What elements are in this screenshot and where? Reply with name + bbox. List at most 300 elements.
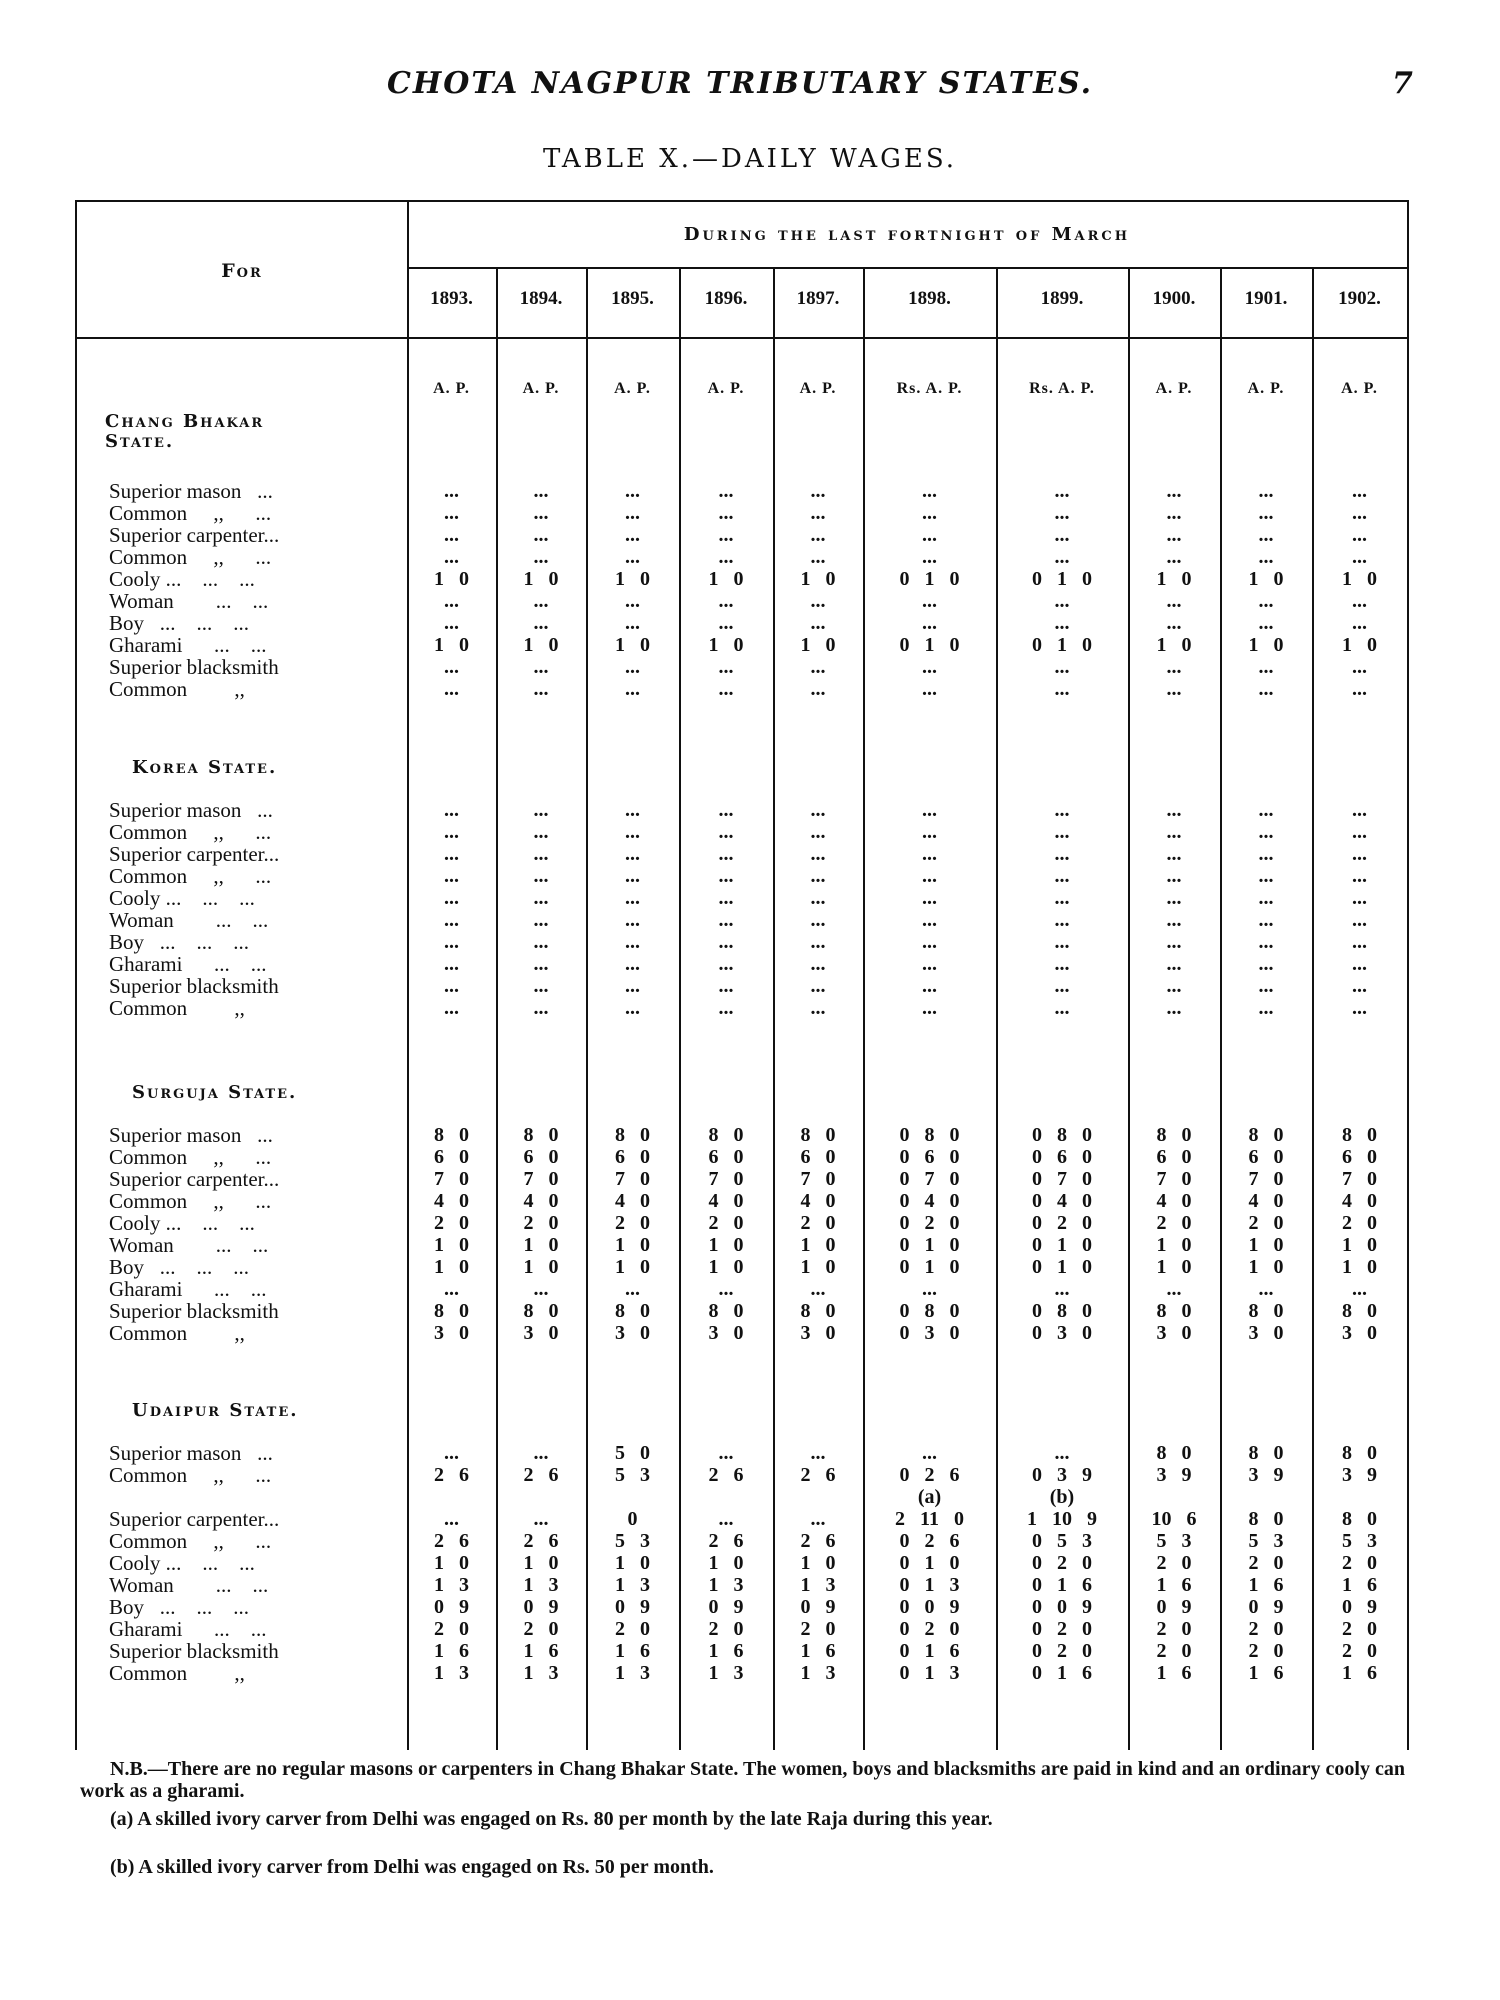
row-label: Superior blacksmith (109, 1299, 279, 1323)
wage-cell: ... (1352, 612, 1367, 634)
wage-cell: ... (922, 997, 937, 1019)
wage-cell: ... (1352, 953, 1367, 975)
wage-cell: ... (1258, 887, 1274, 909)
wage-cell: 6 0 (523, 1146, 559, 1168)
row-label: Boy ... ... ... (109, 930, 250, 954)
wage-cell: ... (810, 997, 826, 1019)
wage-cell: ... (1054, 546, 1070, 568)
wage-cell: 6 0 (1156, 1146, 1192, 1168)
wage-cell: 4 0 (800, 1190, 836, 1212)
wage-cell: 3 0 (1342, 1322, 1377, 1344)
wage-cell: ... (718, 799, 734, 821)
wage-cell: ... (922, 865, 937, 887)
wage-cell: 1 0 (800, 1234, 836, 1256)
unit-header: A. P. (1341, 380, 1378, 397)
wage-cell: ... (1054, 909, 1070, 931)
year-header: 1902. (1338, 288, 1381, 309)
wage-cell: ... (718, 887, 734, 909)
wage-cell: 0 1 0 (899, 1234, 960, 1256)
wage-cell: 0 9 (1156, 1596, 1192, 1618)
year-header: 1895. (611, 288, 654, 309)
header-rule (407, 267, 1407, 269)
wage-cell: 3 0 (615, 1322, 650, 1344)
wage-cell: ... (444, 524, 459, 546)
wage-cell: 2 0 (1156, 1640, 1192, 1662)
wage-cell: 7 0 (523, 1168, 559, 1190)
wage-cell: 0 1 0 (899, 568, 960, 590)
wage-cell: 0 9 (800, 1596, 836, 1618)
wage-cell: 1 0 (615, 1256, 650, 1278)
wage-cell: ... (1352, 678, 1367, 700)
wage-cell: 2 0 (1248, 1618, 1284, 1640)
wage-cell: 8 0 (800, 1300, 836, 1322)
wage-cell: ... (922, 887, 937, 909)
wage-cell: 10 6 (1151, 1508, 1197, 1530)
wage-cell: 0 6 0 (1032, 1146, 1092, 1168)
wage-cell: 5 3 (1342, 1530, 1377, 1552)
wage-cell: 8 0 (523, 1300, 559, 1322)
wage-cell: 0 (627, 1508, 638, 1530)
wage-cell: ... (1166, 887, 1182, 909)
wage-cell: 1 0 (708, 568, 744, 590)
wage-cell: ... (922, 931, 937, 953)
wage-cell: ... (1054, 1442, 1070, 1464)
wage-cell: 3 0 (800, 1322, 836, 1344)
wage-cell: ... (625, 821, 640, 843)
wage-cell: ... (1352, 843, 1367, 865)
wage-cell: 0 8 0 (899, 1300, 960, 1322)
wage-cell: 1 3 (800, 1574, 836, 1596)
wage-cell: ... (1352, 865, 1367, 887)
wage-cell: ... (1054, 975, 1070, 997)
wage-cell: 1 0 (1156, 568, 1192, 590)
wage-cell: ... (1054, 612, 1070, 634)
wage-cell: ... (1054, 502, 1070, 524)
wage-cell: ... (1258, 678, 1274, 700)
wage-cell: 1 0 (615, 1234, 650, 1256)
row-label: Superior carpenter... (109, 1507, 280, 1531)
wage-cell: ... (1352, 502, 1367, 524)
row-label: Woman ... ... (109, 589, 269, 613)
wage-cell: 8 0 (1342, 1124, 1377, 1146)
section-heading: Udaipur State. (132, 1400, 299, 1421)
section-heading: Surguja State. (132, 1082, 298, 1103)
wage-cell: 1 6 (1342, 1574, 1377, 1596)
wage-cell: ... (533, 1508, 549, 1530)
wage-cell: ... (533, 502, 549, 524)
wage-cell: ... (1258, 546, 1274, 568)
wage-cell: 0 2 0 (1032, 1618, 1092, 1640)
row-label: Common ,, (109, 1661, 245, 1685)
wage-cell: ... (810, 502, 826, 524)
wage-cell: ... (1258, 843, 1274, 865)
wage-cell: ... (533, 975, 549, 997)
wage-cell: ... (1054, 524, 1070, 546)
wage-cell: 0 2 0 (1032, 1552, 1092, 1574)
wage-cell: ... (533, 678, 549, 700)
wage-cell: 6 0 (1248, 1146, 1284, 1168)
wage-cell: 2 0 (1248, 1552, 1284, 1574)
row-label: Common ,, ... (109, 545, 272, 569)
wage-cell: ... (533, 931, 549, 953)
wage-cell: 2 6 (434, 1530, 469, 1552)
wage-cell: ... (533, 821, 549, 843)
wage-cell: ... (1054, 931, 1070, 953)
row-label: Superior blacksmith (109, 974, 279, 998)
wage-cell: 1 0 (1248, 1234, 1284, 1256)
header-rule (77, 337, 1407, 339)
wage-cell: 8 0 (1342, 1442, 1377, 1464)
wage-cell: ... (922, 799, 937, 821)
footnote: (a) A skilled ivory carver from Delhi was engaged on Rs. 80 per month by the late Raja during this year. (110, 1808, 993, 1830)
row-label: Superior carpenter... (109, 523, 280, 547)
wage-cell: 2 6 (708, 1464, 744, 1486)
wage-cell: 2 6 (800, 1530, 836, 1552)
row-label: Superior mason ... (109, 798, 273, 822)
wage-cell: ... (1054, 953, 1070, 975)
wage-cell: 1 0 (1156, 1256, 1192, 1278)
wage-cell: ... (718, 931, 734, 953)
wage-cell: 0 0 9 (899, 1596, 960, 1618)
wage-cell: 1 3 (615, 1574, 650, 1596)
wage-cell: 1 6 (800, 1640, 836, 1662)
page-number: 7 (1392, 66, 1413, 101)
wage-cell: 6 0 (800, 1146, 836, 1168)
wage-cell: 8 0 (1156, 1442, 1192, 1464)
wage-cell: 1 6 (1156, 1662, 1192, 1684)
wage-cell: ... (1166, 843, 1182, 865)
wage-cell: 4 0 (1342, 1190, 1377, 1212)
wage-cell: ... (810, 799, 826, 821)
wage-cell: 8 0 (1248, 1442, 1284, 1464)
wage-cell: 3 9 (1156, 1464, 1192, 1486)
row-label: Superior mason ... (109, 479, 273, 503)
wage-cell: 0 2 6 (899, 1530, 960, 1552)
section-heading: Chang Bhakar State. (105, 411, 265, 452)
wage-cell: 1 0 (523, 634, 559, 656)
wage-cell: 2 0 (434, 1212, 469, 1234)
wage-cell: ... (533, 953, 549, 975)
wage-cell: ... (1352, 799, 1367, 821)
wage-cell: ... (718, 1442, 734, 1464)
wage-cell: 1 0 (1156, 1234, 1192, 1256)
wage-cell: ... (625, 909, 640, 931)
wage-cell: 2 0 (1342, 1212, 1377, 1234)
wage-cell: 5 3 (1248, 1530, 1284, 1552)
wage-cell: ... (1258, 612, 1274, 634)
wage-cell: 3 9 (1248, 1464, 1284, 1486)
wage-cell: ... (533, 887, 549, 909)
wage-cell: 0 7 0 (899, 1168, 960, 1190)
wage-cell: ... (1258, 656, 1274, 678)
section-heading: Korea State. (132, 757, 278, 778)
wage-cell: 0 3 0 (1032, 1322, 1092, 1344)
wage-cell: 1 0 (1156, 634, 1192, 656)
wage-cell: ... (922, 502, 937, 524)
wage-cell: ... (533, 546, 549, 568)
wage-cell: 2 0 (1342, 1552, 1377, 1574)
wage-cell: ... (810, 1278, 826, 1300)
wage-cell: 0 9 (434, 1596, 469, 1618)
wage-cell: 1 0 (523, 1552, 559, 1574)
wage-cell: ... (1352, 931, 1367, 953)
wage-cell: ... (444, 1442, 459, 1464)
wage-cell: 0 1 0 (1032, 568, 1092, 590)
wage-cell: ... (718, 821, 734, 843)
wage-cell: 1 6 (1248, 1574, 1284, 1596)
wage-cell: 1 6 (434, 1640, 469, 1662)
wage-cell: 6 0 (615, 1146, 650, 1168)
wage-cell: ... (922, 821, 937, 843)
wage-cell: ... (810, 865, 826, 887)
wage-cell: ... (922, 480, 937, 502)
wage-cell: 0 2 6 (899, 1464, 960, 1486)
wage-cell: 1 0 (434, 1234, 469, 1256)
wage-cell: 3 0 (1156, 1322, 1192, 1344)
wage-cell: 1 0 (1342, 1234, 1377, 1256)
unit-header: A. P. (707, 380, 745, 397)
wage-cell: 1 0 (615, 568, 650, 590)
wage-cell: 4 0 (615, 1190, 650, 1212)
wage-cell: ... (718, 480, 734, 502)
wage-cell: ... (1352, 590, 1367, 612)
wage-cell: 0 1 0 (899, 1552, 960, 1574)
wage-cell: 2 0 (1156, 1212, 1192, 1234)
wage-cell: 1 0 (708, 1552, 744, 1574)
wage-cell: 1 0 (800, 568, 836, 590)
wage-cell: 2 0 (1342, 1618, 1377, 1640)
running-title: CHOTA NAGPUR TRIBUTARY STATES. (386, 66, 1094, 101)
year-header: 1893. (430, 288, 473, 309)
row-label: Cooly ... ... ... (109, 1211, 255, 1235)
unit-header: A. P. (433, 380, 470, 397)
wage-cell: ... (533, 843, 549, 865)
wage-cell: 2 6 (523, 1530, 559, 1552)
wage-cell: ... (922, 1442, 937, 1464)
wage-cell: ... (718, 1508, 734, 1530)
year-header: 1896. (704, 288, 748, 309)
wage-cell: 1 6 (708, 1640, 744, 1662)
wage-cell: ... (810, 612, 826, 634)
wage-cell: ... (444, 1508, 459, 1530)
wage-cell: ... (718, 1278, 734, 1300)
wage-cell: ... (718, 612, 734, 634)
wage-cell: 4 0 (708, 1190, 744, 1212)
wage-cell: 2 6 (800, 1464, 836, 1486)
wage-cell: 5 3 (615, 1464, 650, 1486)
wage-cell: ... (1352, 821, 1367, 843)
row-label: Common ,, ... (109, 820, 272, 844)
wage-cell: ... (1166, 931, 1182, 953)
wage-cell: ... (1166, 546, 1182, 568)
wage-cell: 0 3 9 (1032, 1464, 1092, 1486)
wage-cell: 0 2 0 (899, 1212, 960, 1234)
wage-cell: ... (922, 612, 937, 634)
wage-cell: 6 0 (434, 1146, 469, 1168)
wage-cell: 0 9 (1342, 1596, 1377, 1618)
wage-cell: 1 0 (800, 1552, 836, 1574)
wage-cell: ... (625, 931, 640, 953)
wage-cell: ... (810, 1508, 826, 1530)
wage-cell: ... (718, 656, 734, 678)
wage-cell: 8 0 (1342, 1508, 1377, 1530)
wage-cell: ... (444, 546, 459, 568)
wage-cell: ... (1166, 1278, 1182, 1300)
wage-cell: 7 0 (1248, 1168, 1284, 1190)
row-label: Superior mason ... (109, 1441, 273, 1465)
wage-cell: 1 0 (800, 1256, 836, 1278)
wage-cell: 6 0 (708, 1146, 744, 1168)
wage-cell: ... (444, 953, 459, 975)
wage-cell: ... (625, 656, 640, 678)
wage-cell: 3 9 (1342, 1464, 1377, 1486)
unit-header: A. P. (1247, 380, 1285, 397)
wage-cell: 1 3 (434, 1574, 469, 1596)
wage-cell: ... (1054, 887, 1070, 909)
wage-cell: 0 2 0 (899, 1618, 960, 1640)
year-header: 1894. (519, 288, 563, 309)
wage-cell: ... (444, 931, 459, 953)
wage-cell: ... (718, 590, 734, 612)
wage-cell: ... (444, 480, 459, 502)
wage-cell: 0 1 6 (899, 1640, 960, 1662)
wage-cell: ... (810, 656, 826, 678)
wage-cell: ... (533, 656, 549, 678)
wage-cell: 4 0 (523, 1190, 559, 1212)
row-label: Superior blacksmith (109, 655, 279, 679)
wage-cell: 2 0 (523, 1618, 559, 1640)
row-label: Common ,, ... (109, 1529, 272, 1553)
wage-cell: 8 0 (434, 1300, 469, 1322)
wage-cell: ... (1258, 799, 1274, 821)
wage-cell: 0 7 0 (1032, 1168, 1092, 1190)
unit-header: Rs. A. P. (1029, 380, 1095, 397)
wage-cell: ... (1166, 480, 1182, 502)
row-label: Superior blacksmith (109, 1639, 279, 1663)
wage-cell: ... (1258, 524, 1274, 546)
wage-cell: 1 3 (800, 1662, 836, 1684)
wage-cell: 0 9 (523, 1596, 559, 1618)
wage-cell: ... (718, 678, 734, 700)
wage-cell: ... (1166, 502, 1182, 524)
wage-cell: ... (810, 953, 826, 975)
wage-cell: 1 6 (1248, 1662, 1284, 1684)
wage-cell: 3 0 (523, 1322, 559, 1344)
wage-cell: ... (444, 975, 459, 997)
wage-cell: ... (922, 843, 937, 865)
wage-cell: ... (1258, 590, 1274, 612)
wage-cell: 8 0 (615, 1300, 650, 1322)
wage-cell: ... (1258, 480, 1274, 502)
row-label: Common ,, (109, 1321, 245, 1345)
wage-cell: ... (1166, 678, 1182, 700)
wage-cell: ... (922, 953, 937, 975)
wage-cell: ... (1054, 1278, 1070, 1300)
wage-cell: ... (444, 887, 459, 909)
wage-cell: ... (810, 480, 826, 502)
wage-cell: ... (1352, 887, 1367, 909)
wage-cell: ... (1054, 865, 1070, 887)
wage-cell: ... (1166, 590, 1182, 612)
wage-cell: ... (718, 843, 734, 865)
wage-cell: 2 0 (800, 1212, 836, 1234)
wage-cell: 1 3 (523, 1662, 559, 1684)
wage-cell: ... (444, 590, 459, 612)
wage-cell: ... (625, 480, 640, 502)
wage-cell: 0 2 0 (1032, 1640, 1092, 1662)
wage-cell: ... (533, 524, 549, 546)
row-label: Superior carpenter... (109, 842, 280, 866)
wage-cell: 5 0 (615, 1442, 650, 1464)
wage-cell: ... (718, 975, 734, 997)
wage-cell: ... (1352, 997, 1367, 1019)
wage-cell: 0 8 0 (1032, 1124, 1092, 1146)
wage-cell: ... (718, 909, 734, 931)
wage-cell: ... (444, 678, 459, 700)
wage-cell: 1 0 (434, 1256, 469, 1278)
wage-cell: 0 1 0 (899, 1256, 960, 1278)
wage-cell: 1 0 (800, 634, 836, 656)
wage-cell: 1 0 (708, 1234, 744, 1256)
wage-cell: ... (1054, 997, 1070, 1019)
wage-cell: ... (1352, 656, 1367, 678)
wage-cell: ... (625, 612, 640, 634)
wage-cell: 1 3 (434, 1662, 469, 1684)
wage-cell: 2 0 (434, 1618, 469, 1640)
wage-cell: 4 0 (1156, 1190, 1192, 1212)
wage-cell: ... (718, 502, 734, 524)
for-header: For (221, 260, 263, 282)
wage-cell: ... (625, 502, 640, 524)
wage-cell: ... (1258, 865, 1274, 887)
wage-cell: 1 0 (434, 568, 469, 590)
wage-cell: ... (1258, 953, 1274, 975)
row-label: Common ,, (109, 996, 245, 1020)
wage-cell: ... (922, 546, 937, 568)
wage-cell: ... (1258, 975, 1274, 997)
wage-cell: 0 9 (615, 1596, 650, 1618)
wage-cell: ... (1166, 865, 1182, 887)
wages-table (75, 200, 1409, 1750)
wage-cell: ... (810, 887, 826, 909)
wage-cell: 0 0 9 (1032, 1596, 1092, 1618)
row-label: Common ,, ... (109, 1463, 272, 1487)
wage-cell: 2 0 (708, 1212, 744, 1234)
wage-cell: 8 0 (523, 1124, 559, 1146)
wage-cell: ... (1352, 975, 1367, 997)
wage-cell: 1 6 (615, 1640, 650, 1662)
wage-cell: ... (1166, 656, 1182, 678)
wage-cell: 0 9 (708, 1596, 744, 1618)
wage-cell: ... (1352, 1278, 1367, 1300)
wage-cell: 1 0 (1248, 1256, 1284, 1278)
wage-cell: 1 0 (1248, 634, 1284, 656)
wage-cell: ... (810, 821, 826, 843)
wage-cell: 1 6 (1342, 1662, 1377, 1684)
wage-cell: ... (1054, 590, 1070, 612)
wage-cell: 0 1 0 (1032, 1234, 1092, 1256)
wage-cell: 0 5 3 (1032, 1530, 1092, 1552)
nb-note: N.B.—There are no regular masons or carpenters in Chang Bhakar State. The women, boys and blacksmiths are paid in kind and an ordinary cooly can work as a gharami. (80, 1758, 1405, 1802)
wage-cell: 1 0 (1342, 634, 1377, 656)
wage-cell: 2 0 (615, 1618, 650, 1640)
wage-cell: ... (625, 678, 640, 700)
period-header: During the last fortnight of March (683, 224, 1131, 245)
wage-cell: 1 0 (1342, 1256, 1377, 1278)
row-label: Common ,, ... (109, 501, 272, 525)
wage-cell: ... (444, 997, 459, 1019)
unit-header: A. P. (1155, 380, 1193, 397)
